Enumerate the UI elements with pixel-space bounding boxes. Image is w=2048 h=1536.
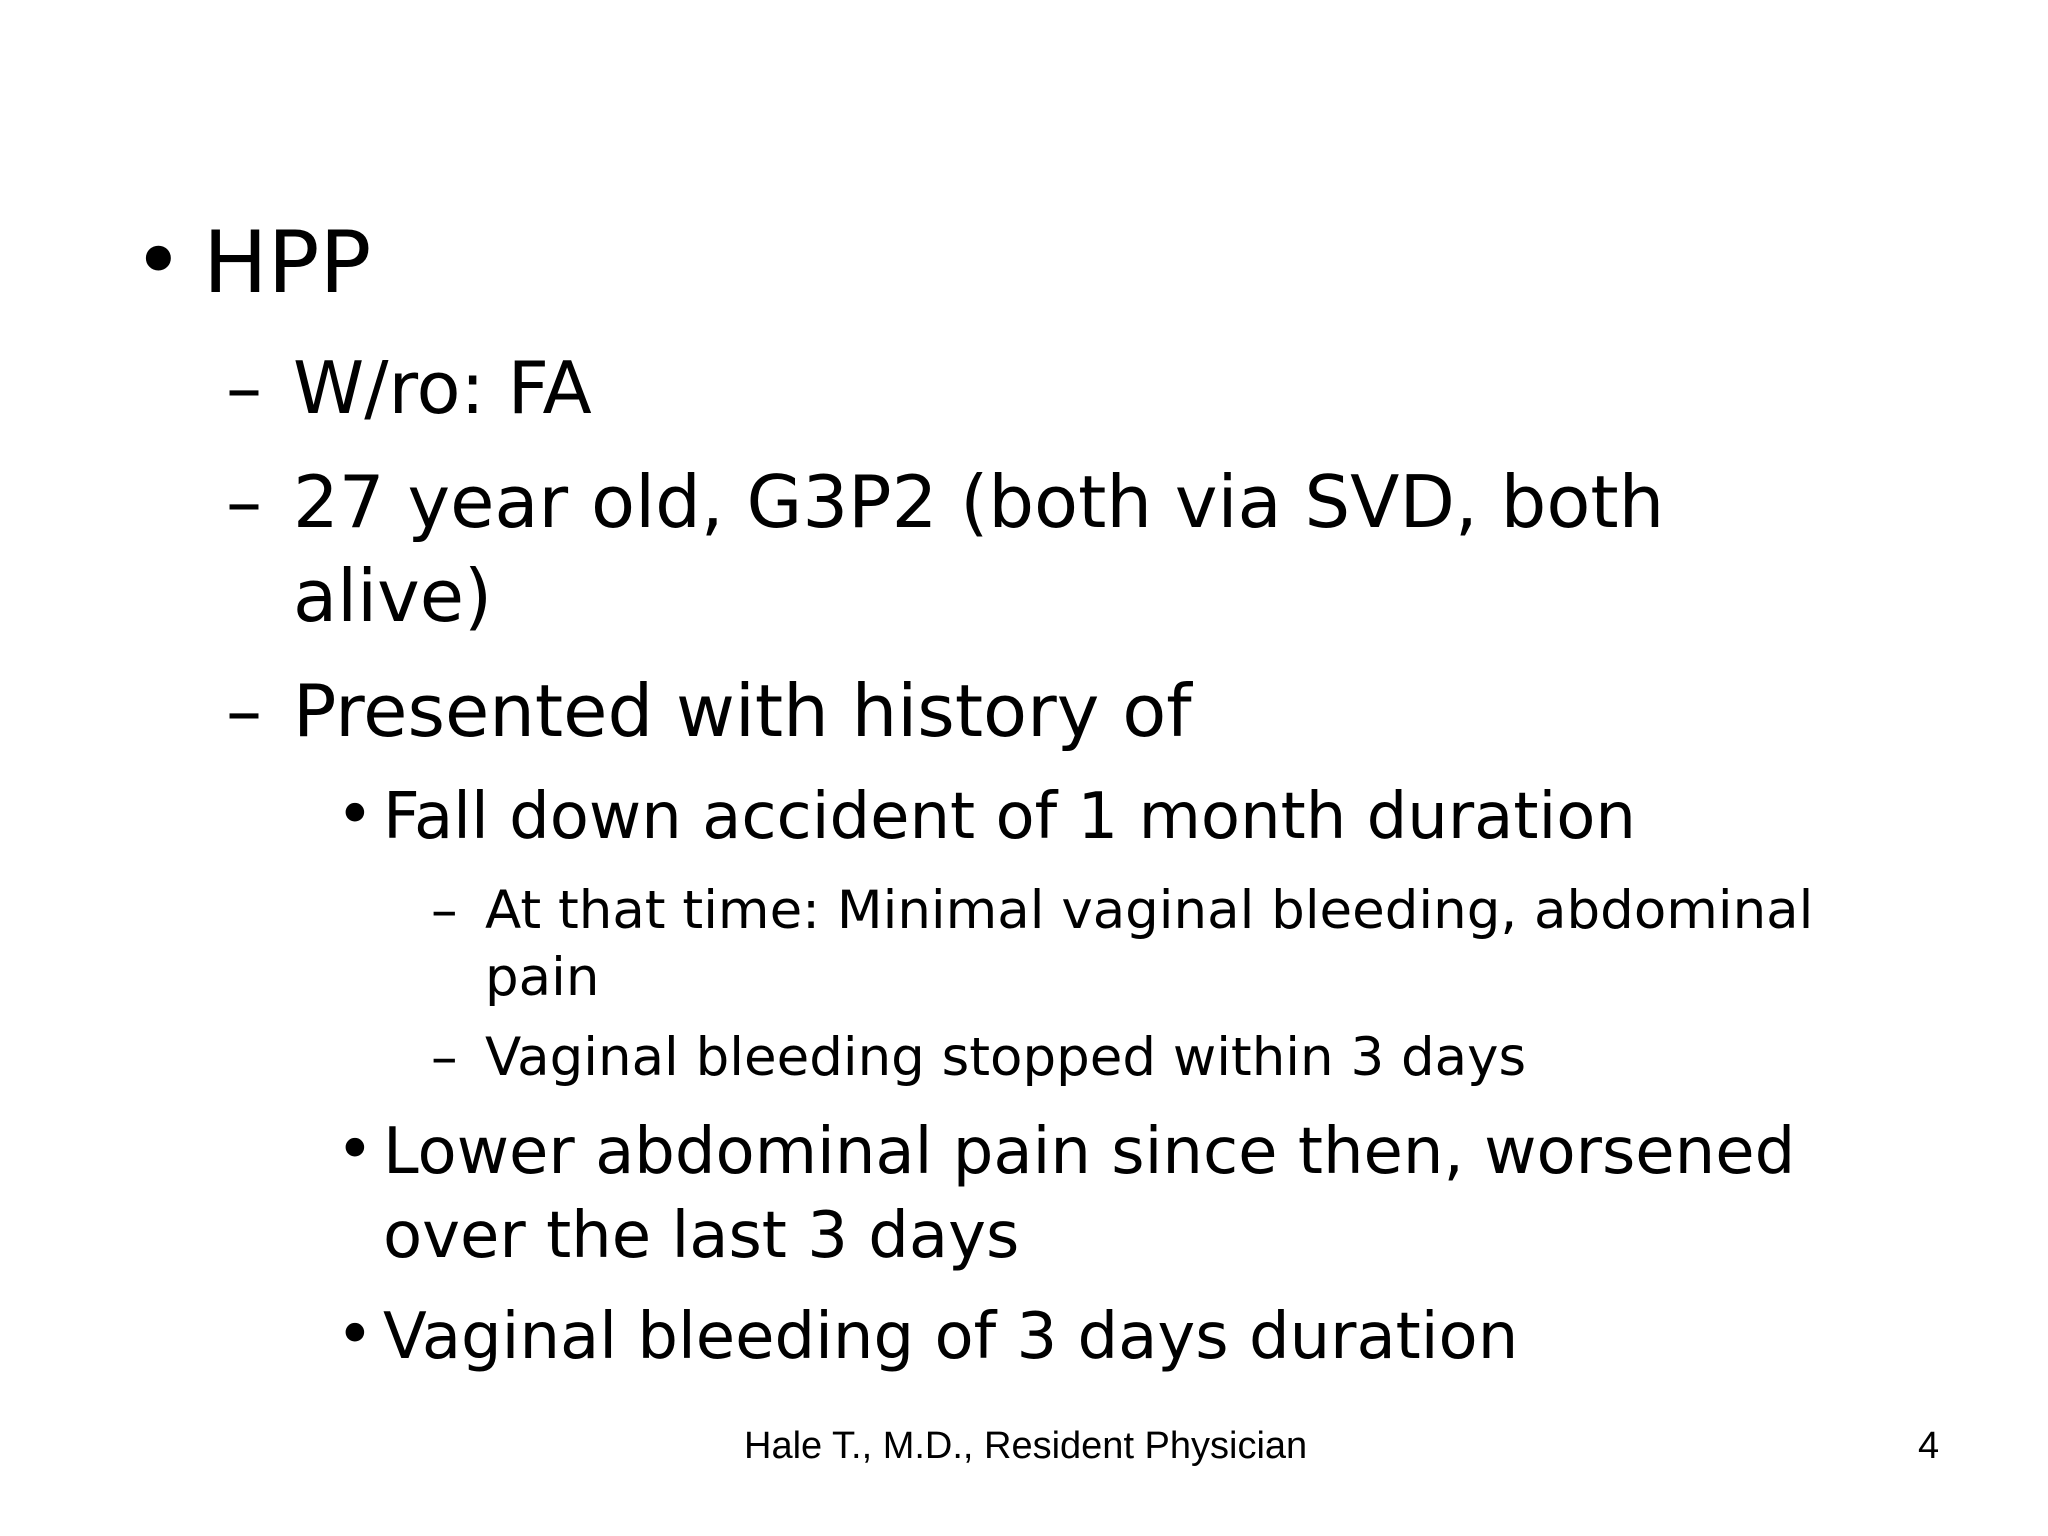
- history-lower-abdominal-line2: over the last 3 days: [383, 1199, 1020, 1273]
- dash-marker: –: [431, 1027, 458, 1088]
- history-vaginal-bleeding: Vaginal bleeding of 3 days duration: [383, 1300, 1519, 1374]
- subitem-wro: W/ro: FA: [293, 346, 592, 430]
- history-fall-down: Fall down accident of 1 month duration: [383, 780, 1636, 854]
- detail-at-that-time-line2: pain: [485, 947, 600, 1008]
- detail-bleeding-stopped: Vaginal bleeding stopped within 3 days: [485, 1027, 1527, 1088]
- dash-marker: –: [226, 346, 262, 430]
- footer-author: Hale T., M.D., Resident Physician: [744, 1425, 1308, 1467]
- dash-marker: –: [226, 460, 262, 544]
- dash-marker: –: [226, 669, 262, 753]
- bullet-marker: •: [133, 211, 184, 311]
- subitem-patient-line1: 27 year old, G3P2 (both via SVD, both: [293, 460, 1665, 544]
- bullet-marker: •: [336, 1113, 374, 1187]
- detail-at-that-time-line1: At that time: Minimal vaginal bleeding, abdominal: [485, 880, 1814, 941]
- history-lower-abdominal-line1: Lower abdominal pain since then, worsened: [383, 1115, 1796, 1189]
- bullet-marker: •: [336, 1298, 374, 1372]
- page-number: 4: [1918, 1425, 1940, 1467]
- dash-marker: –: [431, 880, 458, 941]
- subitem-patient-line2: alive): [293, 554, 493, 638]
- bullet-marker: •: [336, 778, 374, 852]
- subitem-presented: Presented with history of: [293, 669, 1192, 753]
- bullet-hpp: HPP: [203, 213, 372, 313]
